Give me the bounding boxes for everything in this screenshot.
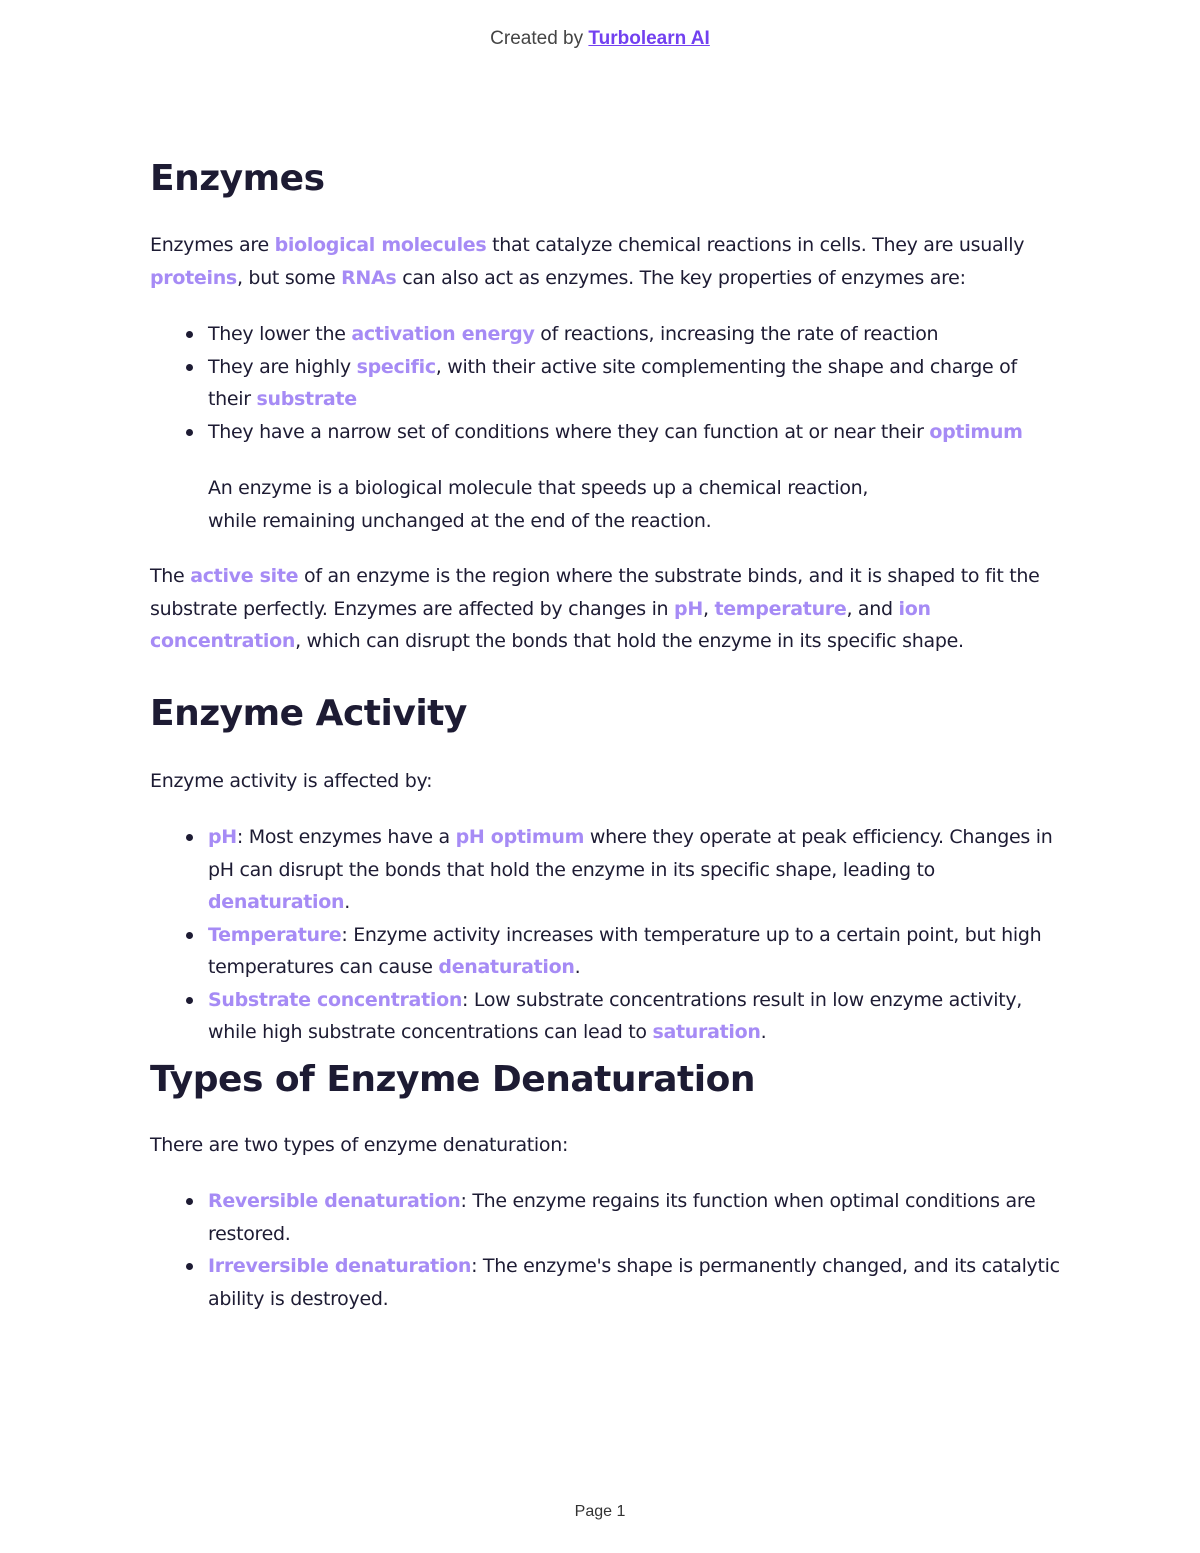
page-header [0,28,1200,50]
keyword-proteins: proteins [150,266,237,289]
keyword-saturation: saturation [652,1021,761,1043]
list-item: Substrate concentration: Low substrate concentrations result in low enzyme activity, while high substrate concentrations can lead to saturation. [208,984,1060,1049]
keyword-irreversible-denaturation: Irreversible denaturation [208,1255,472,1277]
keyword-denaturation: denaturation [208,891,345,913]
list-item: Reversible denaturation: The enzyme regains its function when optimal conditions are restored. [208,1185,1060,1250]
list-item: pH: Most enzymes have a pH optimum where they operate at peak efficiency. Changes in pH can disrupt the bonds that hold the enzyme in its specific shape, leading to denaturation. [208,821,1060,919]
enzymes-intro-paragraph: Enzymes are biological molecules that catalyze chemical reactions in cells. They are usually proteins, but some RNAs can also act as enzymes. The key properties of enzymes are: [150,234,1025,289]
keyword-optimum: optimum [929,420,1023,443]
keyword-biological-molecules: biological molecules [274,234,487,256]
denaturation-intro: There are two types of enzyme denaturation: [150,1133,569,1156]
keyword-temperature: temperature [714,597,847,620]
keyword-ph-optimum: pH optimum [455,826,585,848]
list-item: They are highly specific, with their active site complementing the shape and charge of their substrate [208,351,1060,416]
keyword-temperature: Temperature [208,923,342,946]
enzyme-properties-list [150,318,1060,448]
keyword-reversible-denaturation: Reversible denaturation [208,1190,461,1212]
page-number: Page 1 [574,1503,626,1520]
definition-line: An enzyme is a biological molecule that speeds up a chemical reaction, [208,477,869,499]
activity-factors-list [150,821,1060,1049]
keyword-ph: pH [674,597,703,620]
list-item: Temperature: Enzyme activity increases with temperature up to a certain point, but high temperatures can cause denaturation. [208,919,1060,984]
keyword-specific: specific [356,355,436,378]
keyword-activation-energy: activation energy [351,323,535,345]
document-body [150,152,1060,1315]
keyword-rnas: RNAs [341,266,397,289]
active-site-paragraph: The active site of an enzyme is the region where the substrate binds, and it is shaped to fit the substrate perfectly. Enzymes are affected by changes in pH, temperature, and ion concentration, which can disrupt the bonds that hold the enzyme in its specific shape. [150,565,1040,652]
definition-block [150,472,1060,537]
list-item: They lower the activation energy of reactions, increasing the rate of reaction [208,318,1060,351]
turbolearn-link[interactable]: Turbolearn AI [588,28,710,49]
heading-enzyme-activity: Enzyme Activity [150,692,467,734]
keyword-active-site: active site [190,565,299,587]
keyword-ion-concentration: ion concentration [150,597,931,652]
header-prefix: Created by [490,28,584,49]
activity-intro: Enzyme activity is affected by: [150,769,433,792]
keyword-substrate-concentration: Substrate concentration [208,988,463,1011]
list-item: They have a narrow set of conditions where they can function at or near their optimum [208,416,1060,449]
keyword-substrate: substrate [256,388,357,410]
heading-enzymes: Enzymes [150,158,325,199]
definition-line: while remaining unchanged at the end of the reaction. [208,509,712,532]
keyword-denaturation: denaturation [438,956,575,978]
heading-denaturation-types: Types of Enzyme Denaturation [150,1058,755,1100]
keyword-ph: pH [208,826,237,848]
list-item: Irreversible denaturation: The enzyme's shape is permanently changed, and its catalytic ability is destroyed. [208,1250,1060,1315]
denaturation-types-list [150,1185,1060,1315]
